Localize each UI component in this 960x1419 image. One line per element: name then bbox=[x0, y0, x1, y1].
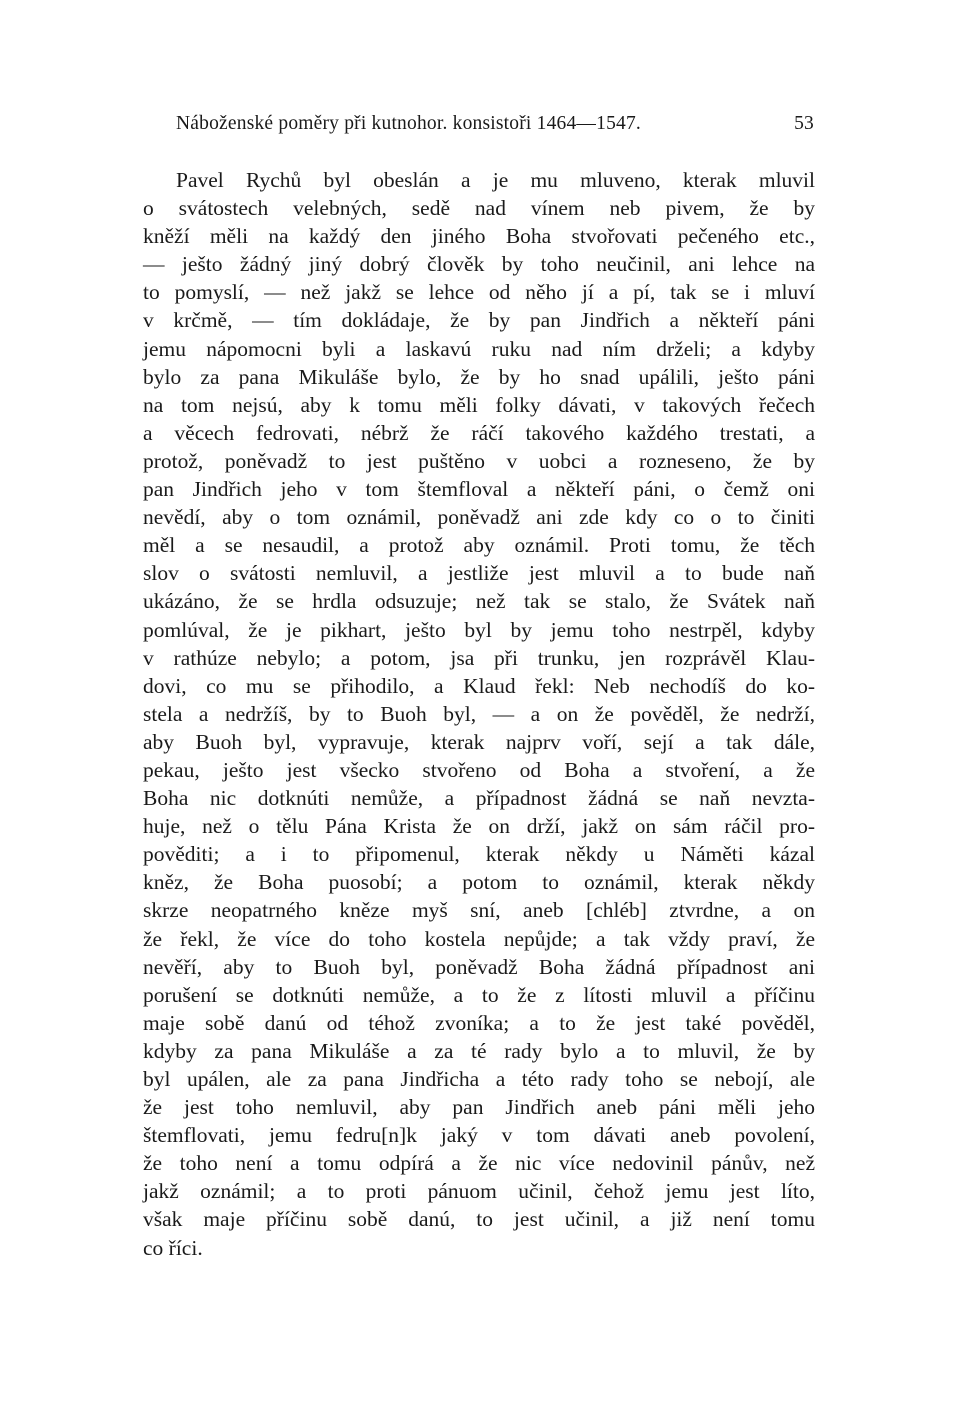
text-line: bylo za pana Mikuláše bylo, že by ho snad upálili, ješto páni bbox=[143, 364, 815, 389]
text-line: jemu nápomocni byli a laskavú ruku nad ním drželi; a kdyby bbox=[143, 336, 815, 361]
running-head-title: Náboženské poměry při kutnohor. konsistoři 1464—1547. bbox=[176, 113, 642, 134]
text-line: co říci. bbox=[143, 1235, 203, 1260]
text-line: to pomyslí, — než jakž se lehce od něho jí a pí, tak se i mluví bbox=[143, 280, 815, 305]
text-line: měl a se nesaudil, a protož aby oznámil. Proti tomu, že těch bbox=[143, 533, 815, 558]
text-line: skrze neopatrného kněze myš sní, aneb [chléb] ztvrdne, a on bbox=[143, 898, 815, 923]
text-line: a věcech fedrovati, nébrž že ráčí takového každého trestati, a bbox=[143, 420, 815, 445]
text-line: však maje příčinu sobě danú, to jest učinil, a již není tomu bbox=[143, 1207, 815, 1232]
running-head bbox=[176, 113, 814, 137]
text-line: byl upálen, ale za pana Jindřicha a této rady toho se nebojí, ale bbox=[143, 1067, 815, 1091]
text-line: pan Jindřich jeho v tom štemfloval a někteří páni, o čemž oni bbox=[143, 477, 815, 502]
text-line: slov o svátosti nemluvil, a jestliže jest mluvil a to bude naň bbox=[143, 561, 815, 586]
text-line: štemflovati, jemu fedru[n]k jaký v tom dávati aneb povolení, bbox=[143, 1123, 815, 1148]
text-line: stela a nedržíš, by to Buoh byl, — a on že pověděl, že nedrží, bbox=[143, 701, 815, 726]
text-line: v krčmě, — tím dokládaje, že by pan Jindřich a někteří páni bbox=[143, 308, 815, 333]
text-line: pověditi; a i to připomenul, kterak někdy u Náměti kázal bbox=[143, 842, 815, 867]
text-line: že řekl, že více do toho kostela nepůjde; a tak vždy praví, že bbox=[143, 926, 815, 951]
text-line: aby Buoh byl, vypravuje, kterak najprv voří, sejí a tak dále, bbox=[143, 729, 815, 754]
text-line: kdyby za pana Mikuláše a za té rady bylo a to mluvil, že by bbox=[143, 1038, 815, 1063]
text-line: protož, poněvadž to jest puštěno v uobci a rozneseno, že by bbox=[143, 448, 815, 473]
page-number: 53 bbox=[794, 113, 814, 134]
text-line: že toho není a tomu odpírá a že nic více nedovinil pánův, než bbox=[143, 1151, 815, 1176]
text-line: kněží měli na každý den jiného Boha stvořovati pečeného etc., bbox=[143, 224, 815, 249]
body-paragraph bbox=[143, 166, 815, 1262]
text-line: — ješto žádný jiný dobrý člověk by toho neučinil, ani lehce na bbox=[143, 252, 815, 277]
text-line: pekau, ješto jest všecko stvořeno od Boha a stvoření, a že bbox=[143, 757, 815, 782]
text-line: o svátostech velebných, sedě nad vínem neb pivem, že by bbox=[143, 196, 815, 221]
text-line: maje sobě danú od téhož zvoníka; a to že jest také pověděl, bbox=[143, 1010, 815, 1035]
text-line: kněz, že Boha puosobí; a potom to oznámil, kterak někdy bbox=[143, 870, 815, 895]
text-line: dovi, co mu se přihodilo, a Klaud řekl: Neb nechodíš do ko- bbox=[143, 673, 815, 698]
text-line: nevěří, aby to Buoh byl, poněvadž Boha žádná případnost ani bbox=[143, 954, 815, 979]
text-line: ukázáno, že se hrdla odsuzuje; než tak se stalo, že Svátek naň bbox=[143, 589, 815, 614]
text-line: na tom nejsú, aby k tomu měli folky dávati, v takových řečech bbox=[143, 392, 815, 417]
text-line: Boha nic dotknúti nemůže, a případnost žádná se naň nevzta- bbox=[143, 786, 815, 811]
text-line: jakž oznámil; a to proti pánuom učinil, čehož jemu jest líto, bbox=[143, 1179, 815, 1204]
text-line: porušení se dotknúti nemůže, a to že z lítosti mluvil a příčinu bbox=[143, 982, 815, 1007]
text-line: pomlúval, že je pikhart, ješto byl by jemu toho nestrpěl, kdyby bbox=[143, 617, 815, 642]
text-line: huje, než o tělu Pána Krista že on drží, jakž on sám ráčil pro- bbox=[143, 814, 815, 839]
text-line: nevědí, aby o tom oznámil, poněvadž ani zde kdy co o to činiti bbox=[143, 505, 815, 530]
text-line: že jest toho nemluvil, aby pan Jindřich aneb páni měli jeho bbox=[143, 1095, 815, 1120]
text-line: Pavel Rychů byl obeslán a je mu mluveno, kterak mluvil bbox=[176, 168, 815, 192]
text-line: v rathúze nebylo; a potom, jsa při trunku, jen rozprávěl Klau- bbox=[143, 645, 815, 670]
